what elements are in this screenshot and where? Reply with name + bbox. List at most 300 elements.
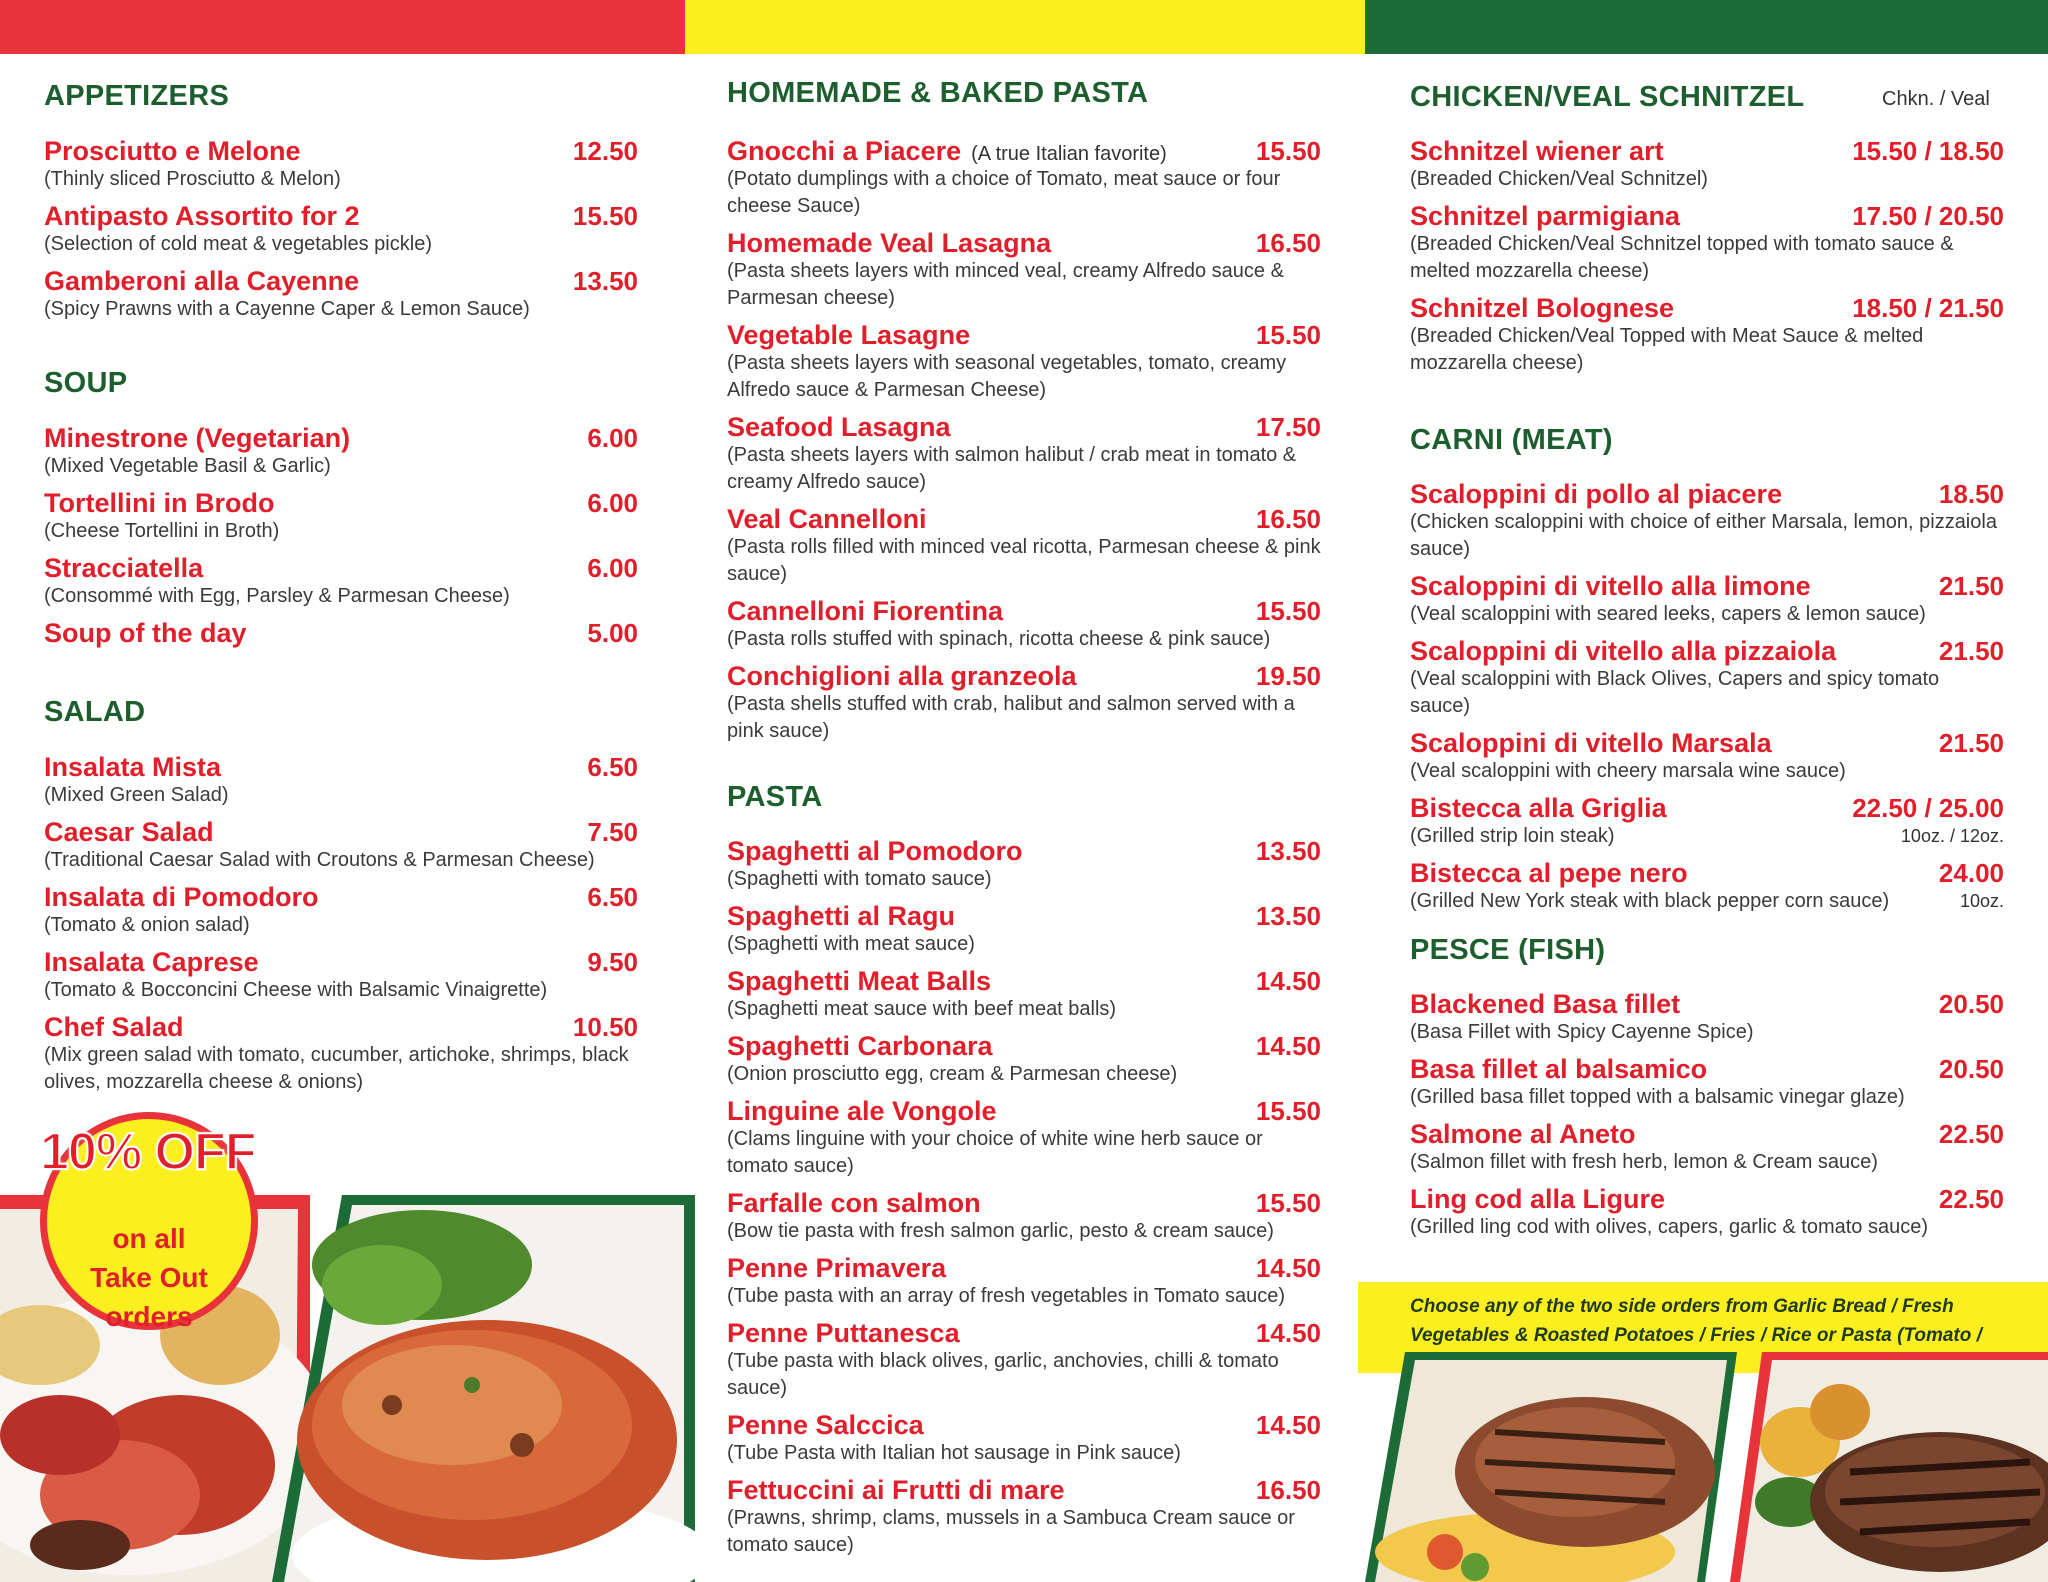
menu-item-seafood-lasagna xyxy=(727,411,1321,496)
menu-item-desc-row xyxy=(44,298,638,323)
promo-text xyxy=(47,1219,251,1336)
menu-item-linguine-ale-vongole xyxy=(727,1095,1321,1180)
menu-item-description: (Veal scaloppini with seared leeks, capers & lemon sauce) xyxy=(1410,603,1926,625)
menu-item-name-wrap xyxy=(1410,1053,1707,1086)
menu-item-penne-salccica xyxy=(727,1409,1321,1467)
menu-item-blackened-basa-fillet xyxy=(1410,988,2004,1046)
menu-item-name-wrap xyxy=(727,660,1077,693)
menu-item-header xyxy=(727,900,1321,933)
menu-item-name: Insalata Mista xyxy=(44,752,222,782)
menu-item-desc-row xyxy=(727,1442,1321,1467)
menu-item-header xyxy=(44,946,638,979)
menu-item-desc-row xyxy=(727,1063,1321,1088)
soup-title: SOUP xyxy=(44,367,128,399)
menu-item-name: Schnitzel wiener art xyxy=(1410,136,1664,166)
menu-item-name-wrap xyxy=(1410,988,1680,1021)
menu-item-price: 20.50 xyxy=(1938,989,2004,1019)
menu-item-schnitzel-wiener-art xyxy=(1410,135,2004,193)
steak-photo xyxy=(1730,1352,2048,1582)
pasta-list xyxy=(727,835,1321,1566)
menu-item-desc-row xyxy=(1410,603,2004,628)
menu-item-description: (Thinly sliced Prosciutto & Melon) xyxy=(44,168,341,190)
menu-item-header xyxy=(44,751,638,784)
menu-item-scaloppini-di-vitello-alla-limone xyxy=(1410,570,2004,628)
pesce-title: PESCE (FISH) xyxy=(1410,934,1606,966)
menu-item-header xyxy=(727,835,1321,868)
menu-item-price: 21.50 xyxy=(1938,636,2004,666)
menu-item-veal-cannelloni xyxy=(727,503,1321,588)
homemade-pasta-list xyxy=(727,135,1321,752)
menu-item-scaloppini-di-pollo-al-piacere xyxy=(1410,478,2004,563)
menu-item-header xyxy=(1410,1118,2004,1151)
menu-item-desc-row xyxy=(727,1285,1321,1310)
menu-item-price: 13.50 xyxy=(1255,836,1321,866)
menu-item-description: (Tube pasta with black olives, garlic, anchovies, chilli & tomato sauce) xyxy=(727,1350,1279,1399)
menu-item-name-wrap xyxy=(727,319,970,352)
menu-item-fettuccini-ai-frutti-di-mare xyxy=(727,1474,1321,1559)
menu-item-description: (Tube pasta with an array of fresh vegetables in Tomato sauce) xyxy=(727,1285,1286,1307)
menu-item-description: (Veal scaloppini with Black Olives, Capers and spicy tomato sauce) xyxy=(1410,668,1940,717)
menu-item-name: Insalata Caprese xyxy=(44,947,259,977)
menu-item-desc-row xyxy=(727,1220,1321,1245)
menu-item-tortellini-in-brodo xyxy=(44,487,638,545)
menu-item-description: (Chicken scaloppini with choice of either Marsala, lemon, pizzaiola sauce) xyxy=(1410,511,1997,560)
menu-item-name: Penne Puttanesca xyxy=(727,1318,960,1348)
menu-item-bistecca-al-pepe-nero xyxy=(1410,857,2004,915)
menu-item-price: 14.50 xyxy=(1255,1318,1321,1348)
menu-item-description: (Mixed Green Salad) xyxy=(44,784,229,806)
menu-item-name-wrap xyxy=(727,135,1167,168)
menu-item-header xyxy=(44,1011,638,1044)
menu-item-price: 6.50 xyxy=(587,882,638,912)
menu-item-header xyxy=(1410,635,2004,668)
menu-item-name-wrap xyxy=(727,595,1003,628)
menu-item-description: (Breaded Chicken/Veal Topped with Meat Sauce & melted mozzarella cheese) xyxy=(1410,325,1924,374)
menu-item-price: 16.50 xyxy=(1255,504,1321,534)
pasta-title: PASTA xyxy=(727,781,823,813)
menu-item-name: Scaloppini di vitello alla pizzaiola xyxy=(1410,636,1837,666)
menu-item-description: (Clams linguine with your choice of white wine herb sauce or tomato sauce) xyxy=(727,1128,1263,1177)
menu-item-name-wrap xyxy=(1410,1118,1636,1151)
menu-item-insalata-caprese xyxy=(44,946,638,1004)
menu-item-header xyxy=(727,1409,1321,1442)
menu-item-spaghetti-carbonara xyxy=(727,1030,1321,1088)
menu-item-name: Scaloppini di vitello Marsala xyxy=(1410,728,1772,758)
menu-item-price: 14.50 xyxy=(1255,966,1321,996)
menu-item-price: 17.50 xyxy=(1255,412,1321,442)
menu-item-name: Scaloppini di vitello alla limone xyxy=(1410,571,1811,601)
menu-item-chef-salad xyxy=(44,1011,638,1096)
menu-item-desc-row xyxy=(1410,760,2004,785)
menu-item-name: Cannelloni Fiorentina xyxy=(727,596,1004,626)
menu-item-description: (Tube Pasta with Italian hot sausage in Pink sauce) xyxy=(727,1442,1181,1464)
menu-item-header xyxy=(727,1030,1321,1063)
menu-item-price: 14.50 xyxy=(1255,1410,1321,1440)
menu-item-vegetable-lasagne xyxy=(727,319,1321,404)
menu-item-header xyxy=(727,660,1321,693)
promo-line3: orders xyxy=(105,1301,193,1332)
menu-item-name: Fettuccini ai Frutti di mare xyxy=(727,1475,1065,1505)
menu-item-description: (Salmon fillet with fresh herb, lemon & Cream sauce) xyxy=(1410,1151,1878,1173)
menu-item-header xyxy=(1410,478,2004,511)
menu-item-header xyxy=(727,595,1321,628)
menu-item-name-wrap xyxy=(727,503,927,536)
menu-item-name-wrap xyxy=(727,227,1051,260)
menu-item-desc-row xyxy=(1410,233,2004,285)
menu-item-desc-row xyxy=(44,849,638,874)
menu-item-description: (Mixed Vegetable Basil & Garlic) xyxy=(44,455,331,477)
menu-item-name: Schnitzel Bolognese xyxy=(1410,293,1675,323)
menu-item-desc-row xyxy=(44,979,638,1004)
menu-item-header xyxy=(727,1317,1321,1350)
menu-item-description: (Grilled New York steak with black pepper corn sauce) xyxy=(1410,890,1890,912)
menu-item-description: (Spaghetti with tomato sauce) xyxy=(727,868,992,890)
menu-item-price: 16.50 xyxy=(1255,1475,1321,1505)
menu-item-header xyxy=(1410,1053,2004,1086)
carni-title: CARNI (MEAT) xyxy=(1410,424,1613,456)
menu-item-price: 14.50 xyxy=(1255,1031,1321,1061)
menu-item-name: Bistecca alla Griglia xyxy=(1410,793,1667,823)
menu-item-name-wrap xyxy=(1410,478,1782,511)
menu-item-desc-row xyxy=(1410,668,2004,720)
menu-item-desc-row xyxy=(727,1350,1321,1402)
menu-item-name: Penne Primavera xyxy=(727,1253,947,1283)
band-red xyxy=(0,0,685,54)
menu-item-name-wrap xyxy=(727,1095,997,1128)
menu-item-header xyxy=(44,422,638,455)
salmon-photo xyxy=(1365,1352,1737,1582)
menu-item-desc-row xyxy=(727,352,1321,404)
menu-item-description: (Pasta rolls stuffed with spinach, ricotta cheese & pink sauce) xyxy=(727,628,1271,650)
menu-item-desc-row xyxy=(727,260,1321,312)
menu-item-name-wrap xyxy=(727,1474,1065,1507)
menu-item-name-wrap xyxy=(44,816,214,849)
menu-item-gnocchi-a-piacere xyxy=(727,135,1321,220)
schnitzel-title: CHICKEN/VEAL SCHNITZEL xyxy=(1410,81,1805,113)
menu-item-header xyxy=(727,1474,1321,1507)
menu-item-desc-row xyxy=(1410,825,2004,850)
schnitzel-subtitle: Chkn. / Veal xyxy=(1882,88,1990,110)
menu-item-header xyxy=(44,200,638,233)
menu-item-desc-row xyxy=(1410,890,2004,915)
menu-item-price: 6.00 xyxy=(587,488,638,518)
menu-item-description: (Tomato & onion salad) xyxy=(44,914,250,936)
menu-item-description: (Pasta sheets layers with salmon halibut / crab meat in tomato & creamy Alfredo sauce) xyxy=(727,444,1297,493)
menu-item-desc-row xyxy=(1410,1151,2004,1176)
menu-item-desc-row xyxy=(44,168,638,193)
menu-item-description: (Spaghetti meat sauce with beef meat balls) xyxy=(727,998,1117,1020)
menu-item-header xyxy=(1410,200,2004,233)
menu-item-description: (Spicy Prawns with a Cayenne Caper & Lemon Sauce) xyxy=(44,298,530,320)
menu-item-header xyxy=(1410,1183,2004,1216)
menu-item-description: (Potato dumplings with a choice of Tomato, meat sauce or four cheese Sauce) xyxy=(727,168,1281,217)
menu-item-name-wrap xyxy=(1410,1183,1665,1216)
menu-item-name-wrap xyxy=(44,617,247,650)
menu-item-name: Seafood Lasagna xyxy=(727,412,951,442)
lasagna-photo xyxy=(272,1195,695,1582)
salad-title: SALAD xyxy=(44,696,146,728)
menu-item-caesar-salad xyxy=(44,816,638,874)
menu-item-conchiglioni-alla-granzeola xyxy=(727,660,1321,745)
menu-item-desc-row xyxy=(44,233,638,258)
menu-item-bistecca-alla-griglia xyxy=(1410,792,2004,850)
menu-item-scaloppini-di-vitello-marsala xyxy=(1410,727,2004,785)
menu-item-description: (Traditional Caesar Salad with Croutons & Parmesan Cheese) xyxy=(44,849,595,871)
menu-item-price: 15.50 xyxy=(1255,320,1321,350)
menu-item-schnitzel-parmigiana xyxy=(1410,200,2004,285)
menu-item-name: Scaloppini di pollo al piacere xyxy=(1410,479,1783,509)
menu-item-price: 18.50 / 21.50 xyxy=(1852,293,2004,323)
menu-item-description: (Veal scaloppini with cheery marsala wine sauce) xyxy=(1410,760,1846,782)
menu-item-desc-row xyxy=(1410,168,2004,193)
menu-item-name: Chef Salad xyxy=(44,1012,184,1042)
menu-item-name: Vegetable Lasagne xyxy=(727,320,971,350)
menu-item-name: Schnitzel parmigiana xyxy=(1410,201,1681,231)
homemade-pasta-title: HOMEMADE & BAKED PASTA xyxy=(727,77,1149,109)
menu-item-price: 6.00 xyxy=(587,553,638,583)
menu-item-prosciutto-e-melone xyxy=(44,135,638,193)
menu-item-insalata-di-pomodoro xyxy=(44,881,638,939)
menu-item-name-wrap xyxy=(1410,135,1664,168)
band-green xyxy=(1365,0,2048,54)
menu-item-price: 15.50 xyxy=(1255,136,1321,166)
menu-item-name-wrap xyxy=(1410,857,1688,890)
band-yellow xyxy=(685,0,1365,54)
menu-item-description: (Breaded Chicken/Veal Schnitzel topped with tomato sauce & melted mozzarella cheese) xyxy=(1410,233,1954,282)
menu-item-description: (Mix green salad with tomato, cucumber, artichoke, shrimps, black olives, mozzarella cheese & onions) xyxy=(44,1044,629,1093)
menu-item-price: 21.50 xyxy=(1938,728,2004,758)
menu-item-description: (Pasta shells stuffed with crab, halibut and salmon served with a pink sauce) xyxy=(727,693,1295,742)
menu-item-name: Salmone al Aneto xyxy=(1410,1119,1636,1149)
menu-item-price: 20.50 xyxy=(1938,1054,2004,1084)
menu-item-header xyxy=(44,816,638,849)
menu-item-price: 14.50 xyxy=(1255,1253,1321,1283)
menu-item-penne-puttanesca xyxy=(727,1317,1321,1402)
menu-item-name-wrap xyxy=(1410,727,1772,760)
menu-item-name-wrap xyxy=(727,1030,993,1063)
menu-item-name: Penne Salccica xyxy=(727,1410,924,1440)
menu-item-name: Spaghetti Meat Balls xyxy=(727,966,992,996)
menu-item-price: 10.50 xyxy=(572,1012,638,1042)
menu-item-header xyxy=(727,319,1321,352)
menu-item-desc-row xyxy=(727,1507,1321,1559)
menu-item-description: (Pasta sheets layers with minced veal, creamy Alfredo sauce & Parmesan cheese) xyxy=(727,260,1284,309)
menu-item-ling-cod-alla-ligure xyxy=(1410,1183,2004,1241)
menu-item-header xyxy=(727,227,1321,260)
menu-item-name-wrap xyxy=(727,1252,946,1285)
menu-item-description: (Tomato & Bocconcini Cheese with Balsamic Vinaigrette) xyxy=(44,979,548,1001)
menu-item-price: 22.50 xyxy=(1938,1119,2004,1149)
menu-item-desc-row xyxy=(727,536,1321,588)
menu-item-name-wrap xyxy=(727,1409,924,1442)
menu-item-price: 13.50 xyxy=(1255,901,1321,931)
menu-item-header xyxy=(727,965,1321,998)
menu-item-header xyxy=(44,487,638,520)
menu-item-schnitzel-bolognese xyxy=(1410,292,2004,377)
menu-item-name-wrap xyxy=(44,487,274,520)
menu-item-desc-row xyxy=(727,168,1321,220)
menu-item-name: Insalata di Pomodoro xyxy=(44,882,319,912)
menu-item-description: (Prawns, shrimp, clams, mussels in a Sambuca Cream sauce or tomato sauce) xyxy=(727,1507,1295,1556)
menu-item-description: (Grilled strip loin steak) xyxy=(1410,825,1615,847)
soup-list xyxy=(44,422,638,657)
menu-item-name: Tortellini in Brodo xyxy=(44,488,275,518)
menu-item-spaghetti-al-ragu xyxy=(727,900,1321,958)
menu-item-spaghetti-al-pomodoro xyxy=(727,835,1321,893)
promo-line1: on all xyxy=(112,1223,186,1254)
menu-item-desc-row xyxy=(1410,1086,2004,1111)
menu-item-desc-row xyxy=(727,933,1321,958)
menu-item-desc-row xyxy=(727,1128,1321,1180)
menu-item-price: 6.50 xyxy=(587,752,638,782)
menu-item-note: (A true Italian favorite) xyxy=(971,143,1167,165)
menu-item-price: 22.50 / 25.00 xyxy=(1852,793,2004,823)
menu-item-portion-size: 10oz. / 12oz. xyxy=(1900,826,2004,846)
menu-item-header xyxy=(1410,988,2004,1021)
menu-item-price: 15.50 xyxy=(1255,1188,1321,1218)
menu-item-price: 18.50 xyxy=(1938,479,2004,509)
sides-note: Choose any of the two side orders from Garlic Bread / Fresh Vegetables & Roasted Potatoes / Fries / Rice or Pasta (Tomato / xyxy=(1410,1296,1982,1346)
menu-item-desc-row xyxy=(1410,511,2004,563)
menu-item-name: Spaghetti al Pomodoro xyxy=(727,836,1023,866)
menu-item-name-wrap xyxy=(727,411,951,444)
menu-item-price: 15.50 / 18.50 xyxy=(1852,136,2004,166)
menu-item-name-wrap xyxy=(44,135,301,168)
menu-item-header xyxy=(727,503,1321,536)
menu-item-description: (Cheese Tortellini in Broth) xyxy=(44,520,280,542)
menu-item-name-wrap xyxy=(727,965,991,998)
menu-item-header xyxy=(1410,727,2004,760)
menu-item-name: Linguine ale Vongole xyxy=(727,1096,997,1126)
menu-item-name: Spaghetti Carbonara xyxy=(727,1031,993,1061)
appetizers-title: APPETIZERS xyxy=(44,80,230,112)
menu-item-description: (Pasta rolls filled with minced veal ricotta, Parmesan cheese & pink sauce) xyxy=(727,536,1321,585)
menu-item-header xyxy=(44,552,638,585)
menu-item-minestrone-vegetarian xyxy=(44,422,638,480)
menu-item-name: Minestrone (Vegetarian) xyxy=(44,423,351,453)
menu-item-desc-row xyxy=(727,444,1321,496)
menu-item-name-wrap xyxy=(727,1317,960,1350)
menu-item-desc-row xyxy=(727,693,1321,745)
menu-item-name: Ling cod alla Ligure xyxy=(1410,1184,1666,1214)
menu-item-cannelloni-fiorentina xyxy=(727,595,1321,653)
menu-item-farfalle-con-salmon xyxy=(727,1187,1321,1245)
menu-item-description: (Grilled ling cod with olives, capers, garlic & tomato sauce) xyxy=(1410,1216,1928,1238)
menu-item-name-wrap xyxy=(44,946,259,979)
menu-item-header xyxy=(1410,857,2004,890)
menu-item-desc-row xyxy=(44,1044,638,1096)
menu-item-name: Prosciutto e Melone xyxy=(44,136,301,166)
menu-item-name: Gnocchi a Piacere xyxy=(727,136,962,166)
menu-item-description: (Bow tie pasta with fresh salmon garlic, pesto & cream sauce) xyxy=(727,1220,1274,1242)
menu-item-name: Homemade Veal Lasagna xyxy=(727,228,1052,258)
menu-item-desc-row xyxy=(727,628,1321,653)
menu-item-name-wrap xyxy=(1410,200,1680,233)
menu-item-name-wrap xyxy=(1410,635,1836,668)
menu-item-basa-fillet-al-balsamico xyxy=(1410,1053,2004,1111)
menu-item-name-wrap xyxy=(44,751,221,784)
menu-item-name: Spaghetti al Ragu xyxy=(727,901,956,931)
menu-item-name-wrap xyxy=(727,900,955,933)
menu-item-price: 12.50 xyxy=(572,136,638,166)
menu-item-description: (Spaghetti with meat sauce) xyxy=(727,933,975,955)
appetizers-list xyxy=(44,135,638,330)
menu-item-name-wrap xyxy=(44,422,350,455)
salad-list xyxy=(44,751,638,1103)
menu-item-header xyxy=(727,135,1321,168)
menu-item-desc-row xyxy=(1410,1216,2004,1241)
menu-item-description: (Basa Fillet with Spicy Cayenne Spice) xyxy=(1410,1021,1754,1043)
menu-item-header xyxy=(1410,570,2004,603)
menu-item-desc-row xyxy=(44,455,638,480)
promo-line2: Take Out xyxy=(90,1262,208,1293)
menu-item-header xyxy=(727,1095,1321,1128)
menu-item-price: 13.50 xyxy=(572,266,638,296)
menu-item-description: (Pasta sheets layers with seasonal vegetables, tomato, creamy Alfredo sauce & Parmesan Cheese) xyxy=(727,352,1287,401)
menu-item-price: 15.50 xyxy=(1255,1096,1321,1126)
menu-item-price: 16.50 xyxy=(1255,228,1321,258)
menu-item-desc-row xyxy=(44,914,638,939)
menu-item-homemade-veal-lasagna xyxy=(727,227,1321,312)
menu-item-name-wrap xyxy=(727,835,1023,868)
menu-item-desc-row xyxy=(727,868,1321,893)
menu-item-name: Soup of the day xyxy=(44,618,247,648)
carni-list xyxy=(1410,478,2004,922)
menu-item-price: 22.50 xyxy=(1938,1184,2004,1214)
menu-item-price: 15.50 xyxy=(572,201,638,231)
menu-item-insalata-mista xyxy=(44,751,638,809)
menu-item-header xyxy=(44,617,638,650)
menu-item-stracciatella xyxy=(44,552,638,610)
menu-item-header xyxy=(727,1252,1321,1285)
menu-item-header xyxy=(44,265,638,298)
menu-item-name: Gamberoni alla Cayenne xyxy=(44,266,360,296)
menu-item-name-wrap xyxy=(1410,292,1674,325)
menu-item-name-wrap xyxy=(44,200,360,233)
menu-item-price: 7.50 xyxy=(587,817,638,847)
menu-item-name: Bistecca al pepe nero xyxy=(1410,858,1688,888)
menu-item-description: (Onion prosciutto egg, cream & Parmesan cheese) xyxy=(727,1063,1178,1085)
menu-item-name: Caesar Salad xyxy=(44,817,214,847)
menu-item-price: 21.50 xyxy=(1938,571,2004,601)
menu-item-price: 15.50 xyxy=(1255,596,1321,626)
menu-item-name-wrap xyxy=(1410,792,1667,825)
menu-item-name-wrap xyxy=(44,265,359,298)
menu-item-description: (Selection of cold meat & vegetables pickle) xyxy=(44,233,432,255)
menu-item-name-wrap xyxy=(44,1011,184,1044)
menu-item-name: Blackened Basa fillet xyxy=(1410,989,1681,1019)
menu-item-name: Conchiglioni alla granzeola xyxy=(727,661,1077,691)
menu-item-soup-of-the-day xyxy=(44,617,638,650)
menu-item-desc-row xyxy=(44,585,638,610)
promo-headline: 10% OFF xyxy=(40,1123,256,1181)
menu-item-header xyxy=(44,881,638,914)
menu-item-name: Veal Cannelloni xyxy=(727,504,927,534)
menu-item-name: Antipasto Assortito for 2 xyxy=(44,201,360,231)
menu-item-price: 9.50 xyxy=(587,947,638,977)
menu-item-name-wrap xyxy=(1410,570,1811,603)
menu-item-desc-row xyxy=(1410,325,2004,377)
menu-item-header xyxy=(727,411,1321,444)
menu-item-header xyxy=(1410,792,2004,825)
menu-item-desc-row xyxy=(44,784,638,809)
menu-item-name-wrap xyxy=(727,1187,981,1220)
menu-item-name-wrap xyxy=(44,552,203,585)
menu-item-header xyxy=(727,1187,1321,1220)
menu-item-price: 17.50 / 20.50 xyxy=(1852,201,2004,231)
menu-item-header xyxy=(44,135,638,168)
menu-item-header xyxy=(1410,292,2004,325)
